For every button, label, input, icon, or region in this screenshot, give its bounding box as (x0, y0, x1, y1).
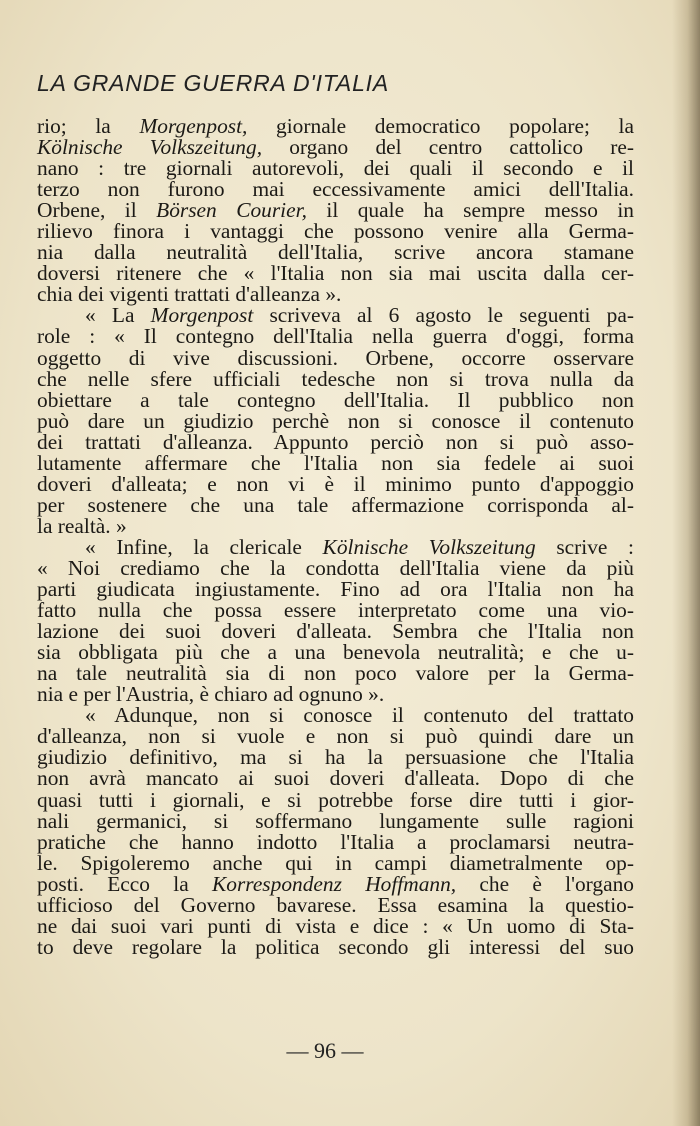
text-line (37, 116, 634, 137)
text-run: il quale ha sempre messo in (306, 198, 634, 223)
text-run: obiettare a tale contegno dell'Italia. Il pubblico non (37, 387, 634, 412)
text-line (37, 579, 634, 600)
page-number: — 96 — (286, 1038, 364, 1063)
text-run: le. Spigoleremo anche qui in campi diametralmente op- (37, 850, 634, 875)
text-run: nia e per l'Austria, è chiaro ad ognuno ». (37, 682, 385, 707)
text-run: per sostenere che una tale affermazione corrisponda al- (37, 492, 634, 517)
text-run: scrive : (535, 534, 634, 559)
text-line (37, 600, 634, 621)
text-line (37, 450, 634, 475)
italic-title: Kölnische Volkszeitung, (37, 135, 263, 160)
text-line (37, 684, 634, 705)
text-line (37, 221, 634, 242)
text-run: parti giudicata ingiustamente. Fino ad ora l'Italia non ha (37, 577, 634, 602)
text-line (37, 850, 634, 875)
text-run: che è l'organo (456, 871, 634, 896)
text-run: Orbene, il (37, 198, 157, 223)
running-head: LA GRANDE GUERRA D'ITALIA (37, 70, 389, 96)
text-line (37, 787, 634, 812)
text-line (37, 513, 634, 538)
text-line (37, 492, 634, 517)
text-line (37, 892, 634, 917)
text-run: organo del centro cattolico re- (262, 135, 634, 160)
text-line (37, 263, 634, 284)
text-line (37, 747, 634, 768)
text-line (37, 137, 634, 158)
text-run: d'alleanza, non si vuole e non si può quindi dare un (37, 724, 634, 749)
body-text (37, 116, 634, 958)
text-run: pratiche che hanno indotto l'Italia a proclamarsi neutra- (37, 829, 634, 854)
text-run: « Noi crediamo che la condotta dell'Italia viene da più (37, 555, 634, 580)
text-line (37, 555, 634, 580)
text-run: dei trattati d'alleanza. Appunto perciò non si può asso- (37, 429, 634, 454)
text-run: doversi ritenere che « l'Italia non sia mai uscita dalla cer- (37, 261, 634, 286)
italic-title: Börsen Courier, (156, 198, 307, 223)
text-run: posti. Ecco la (37, 871, 212, 896)
text-run: nia dalla neutralità dell'Italia, scrive ancora stamane (37, 240, 634, 265)
text-line (37, 934, 634, 959)
text-run: può dare un giudizio perchè non si conosce il contenuto (37, 408, 634, 433)
text-run: non avrà mancato ai suoi doveri d'alleata. Dopo di che (37, 766, 634, 791)
text-line (37, 408, 634, 433)
text-run: ufficioso del Governo bavarese. Essa esamina la questio- (37, 892, 634, 917)
text-run: oggetto di vive discussioni. Orbene, occorre osservare (37, 345, 634, 370)
text-run: nano : tre giornali autorevoli, dei quali il secondo e il (37, 156, 634, 181)
italic-title: Morgenpost, (139, 114, 248, 138)
text-run: sia obbligata più che a una benevola neutralità; e che u- (37, 640, 634, 665)
text-line (37, 242, 634, 263)
text-line (37, 200, 634, 221)
text-line (37, 179, 634, 200)
text-line (37, 158, 634, 179)
text-run: scriveva al 6 agosto le seguenti pa- (253, 303, 634, 328)
italic-title: Kölnische Volkszeitung (322, 534, 536, 559)
text-run: na tale neutralità sia di non poco valore per la Germa- (37, 661, 634, 686)
italic-title: Korrespondenz Hoffmann, (212, 871, 457, 896)
text-line (37, 726, 634, 747)
text-line (37, 663, 634, 684)
text-run: chia dei vigenti trattati d'alleanza ». (37, 282, 342, 307)
page-edge-shadow (672, 0, 700, 1126)
text-line (37, 808, 634, 833)
text-run: quasi tutti i giornali, e si potrebbe forse dire tutti i gior- (37, 787, 634, 812)
text-line (37, 429, 634, 454)
text-run: role : « Il contegno dell'Italia nella guerra d'oggi, forma (37, 324, 634, 349)
text-line (37, 326, 634, 347)
text-run: « La (85, 303, 151, 328)
text-run: terzo non furono mai eccessivamente amici dell'Italia. (37, 177, 634, 202)
text-line (37, 534, 634, 559)
text-line (37, 871, 634, 896)
text-run: « Infine, la clericale (85, 534, 323, 559)
text-line (37, 387, 634, 412)
text-run: rilievo finora i vantaggi che possono venire alla Germa- (37, 219, 634, 244)
text-line (37, 642, 634, 663)
text-line (37, 829, 634, 854)
italic-title: Morgenpost (150, 303, 254, 328)
text-run: che nelle sfere ufficiali tedesche non si trova nulla da (37, 366, 634, 391)
text-run: giudizio definitivo, ma si ha la persuasione che l'Italia (37, 745, 634, 770)
text-run: giornale democratico popolare; la (247, 114, 634, 138)
text-run: lutamente affermare che l'Italia non sia fedele ai suoi (37, 450, 634, 475)
text-line (37, 705, 634, 726)
text-line (37, 345, 634, 370)
text-line (37, 305, 634, 326)
text-run: rio; la (37, 114, 140, 138)
text-run: « Adunque, non si conosce il contenuto del trattato (85, 703, 634, 728)
text-line (37, 284, 634, 305)
text-run: lazione dei suoi doveri d'alleata. Sembra che l'Italia non (37, 619, 634, 644)
text-line (37, 621, 634, 642)
text-run: doveri d'alleata; e non vi è il minimo punto d'appoggio (37, 471, 634, 496)
text-run: fatto nulla che possa essere interpretato come una vio- (37, 598, 634, 623)
text-line (37, 471, 634, 496)
text-line (37, 913, 634, 938)
text-line (37, 768, 634, 789)
text-run: la realtà. » (37, 513, 127, 538)
text-line (37, 366, 634, 391)
text-run: to deve regolare la politica secondo gli interessi del suo (37, 934, 634, 959)
text-run: ne dai suoi vari punti di vista e dice : « Un uomo di Sta- (37, 913, 634, 938)
text-run: nali germanici, si soffermano lungamente sulle ragioni (37, 808, 634, 833)
